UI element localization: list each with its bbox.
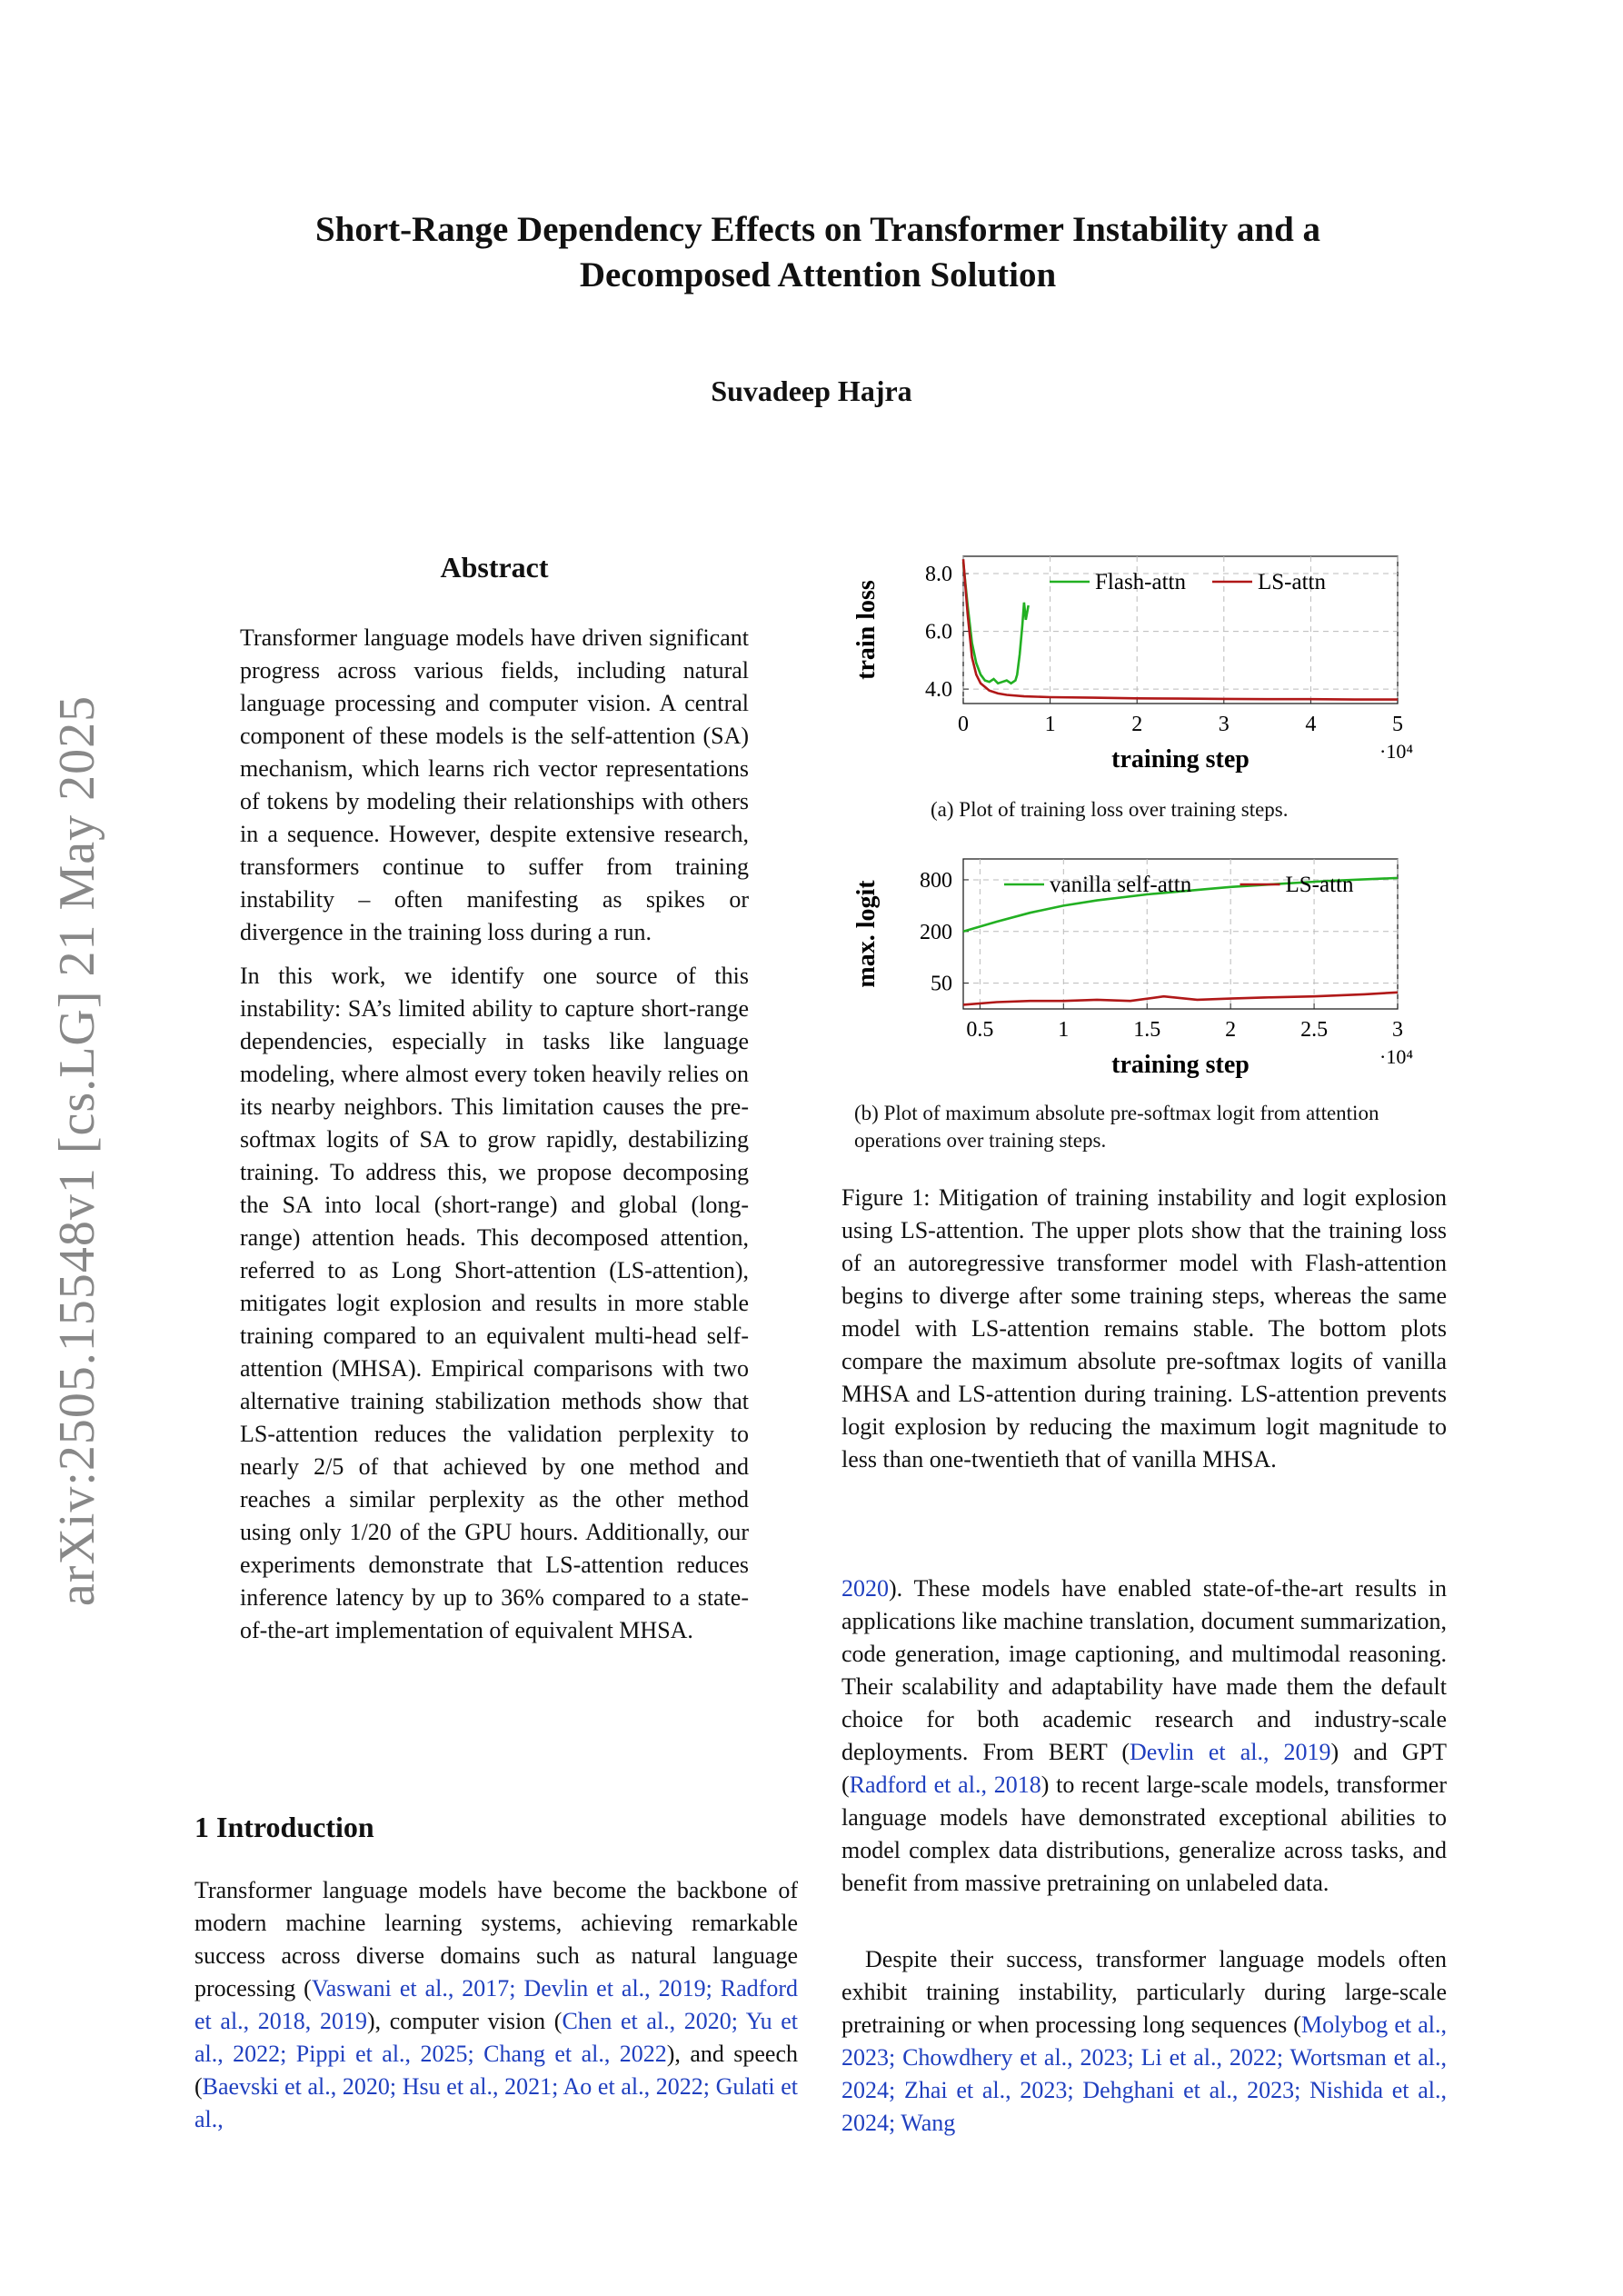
x-axis-label: training step bbox=[1111, 1051, 1250, 1079]
x-tick-label: 1.5 bbox=[1133, 1018, 1161, 1042]
intro-text: Transformer language models have become the backbone of modern machine learning systems, achieving remarkable success across diverse domains such as natural language processing ( bbox=[194, 1877, 798, 2002]
citation-link[interactable]: 2020 bbox=[841, 1575, 889, 1602]
body-text: ). These models have enabled state-of-the-art results in applications like machine translation, document summarization, code generation, image captioning, and multimodal reasoning. Their scalability and adaptability have made them the default choice for both academic research and industry-scale deployments. From BERT ( bbox=[841, 1575, 1447, 1765]
x-tick-label: 1 bbox=[1044, 713, 1056, 736]
x-axis-multiplier: ·10⁴ bbox=[1379, 740, 1413, 763]
x-tick-label: 5 bbox=[1392, 713, 1403, 736]
title-line-2: Decomposed Attention Solution bbox=[579, 255, 1057, 294]
x-tick-label: 0 bbox=[958, 713, 969, 736]
figure-1-caption bbox=[841, 1182, 1447, 1476]
figure-caption-b: (b) Plot of maximum absolute pre-softmax logit from attention operations over training steps. bbox=[854, 1102, 1379, 1152]
y-axis-label: train loss bbox=[852, 580, 881, 680]
legend-label: LS-attn bbox=[1258, 570, 1326, 594]
x-tick-label: 2.5 bbox=[1300, 1018, 1329, 1042]
y-tick-label: 4.0 bbox=[925, 678, 952, 703]
abstract-paragraph-1: Transformer language models have driven significant progress across various fields, including natural language processing and computer vision. A central component of these models is the self-attention (SA) mechanism, which learns rich vector representations of tokens by modeling their relationships with others in a sequence. However, despite extensive research, transformers continue to suffer from training instability – often manifesting as spikes or divergence in the training loss during a run. bbox=[240, 624, 749, 945]
legend-label: Flash-attn bbox=[1095, 570, 1186, 594]
body-text: ) to recent large-scale models, transformer language models have demonstrated exceptional abilities to model complex data distributions, generalize across tasks, and benefit from massive pretraining on unlabeled data. bbox=[841, 1772, 1447, 1896]
right-column-paragraph-1 bbox=[841, 1572, 1447, 1900]
section-heading-introduction: 1 Introduction bbox=[194, 1811, 374, 1843]
body-text: ) and GPT ( bbox=[841, 1739, 1447, 1798]
paper-title bbox=[182, 207, 1454, 298]
citation-link[interactable]: Chen et al., 2020; Yu et al., 2022; Pippi et al., 2025; Chang et al., 2022 bbox=[194, 2008, 799, 2067]
figure-1-caption-text: Figure 1: Mitigation of training instability and logit explosion using LS-attention. The upper plots show that the training loss of an autoregressive transformer model with Flash-attention begins to diverge after some training steps, whereas the same model with LS-attention remains stable. The bottom plots compare the maximum absolute pre-softmax logits of vanilla MHSA and LS-attention during training. LS-attention prevents logit explosion by reducing the maximum logit magnitude to less than one-twentieth that of vanilla MHSA. bbox=[841, 1184, 1447, 1472]
y-tick-label: 8.0 bbox=[925, 563, 952, 587]
x-tick-label: 2 bbox=[1131, 713, 1143, 736]
y-tick-label: 800 bbox=[920, 868, 952, 893]
citation-link[interactable]: Baevski et al., 2020; Hsu et al., 2021; Ao et al., 2022; Gulati et al., bbox=[194, 2073, 798, 2132]
train-loss-chart bbox=[845, 536, 1445, 791]
y-tick-label: 50 bbox=[931, 972, 952, 996]
x-tick-label: 3 bbox=[1392, 1018, 1403, 1042]
arxiv-stamp-text: arXiv:2505.15548v1 [cs.LG] 21 May 2025 bbox=[49, 694, 105, 1607]
body-text: Despite their success, transformer language models often exhibit training instability, particularly during large-scale pretraining or when processing long sequences ( bbox=[841, 1946, 1447, 2038]
abstract-paragraph-2: In this work, we identify one source of this instability: SA’s limited ability to capture short-range dependencies, especially in tasks like language modeling, where almost every token heavily relies on its nearby neighbors. This limitation causes the pre-softmax logits of SA to grow rapidly, destabilizing training. To address this, we propose decomposing the SA into local (short-range) and global (long-range) attention heads. This decomposed attention, referred to as Long Short-attention (LS-attention), mitigates logit explosion and results in more stable training compared to an equivalent multi-head self-attention (MHSA). Empirical comparisons with two alternative training stabilization methods show that LS-attention reduces the validation perplexity to nearly 2/5 of that achieved by one method and reaches a similar perplexity as the other method using only 1/20 of the GPU hours. Additionally, our experiments demonstrate that LS-attention reduces inference latency by up to 36% compared to a state-of-the-art implementation of equivalent MHSA. bbox=[240, 963, 749, 1643]
abstract-body bbox=[240, 622, 749, 1658]
right-column-paragraph-2 bbox=[841, 1943, 1447, 2140]
x-tick-label: 0.5 bbox=[966, 1018, 994, 1042]
abstract-heading: Abstract bbox=[440, 551, 549, 584]
y-tick-label: 200 bbox=[920, 920, 952, 944]
y-tick-label: 6.0 bbox=[925, 620, 952, 644]
citation-link[interactable]: Devlin et al., 2019 bbox=[1130, 1739, 1331, 1765]
introduction-paragraph bbox=[194, 1874, 798, 2136]
intro-text: ), computer vision ( bbox=[366, 2008, 563, 2034]
max-logit-chart bbox=[845, 841, 1445, 1095]
x-tick-label: 2 bbox=[1225, 1018, 1237, 1042]
title-line-1: Short-Range Dependency Effects on Transformer Instability and a bbox=[314, 210, 1321, 249]
legend-label: vanilla self-attn bbox=[1050, 873, 1192, 897]
citation-link[interactable]: Molybog et al., 2023; Chowdhery et al., 2023; Li et al., 2022; Wortsman et al., 2024; Zhai et al., 2023; Dehghani et al., 2023; Nishida et al., 2024; Wang bbox=[841, 2011, 1447, 2136]
figure-caption-a: (a) Plot of training loss over training steps. bbox=[931, 798, 1289, 821]
x-tick-label: 3 bbox=[1218, 713, 1230, 736]
arxiv-stamp bbox=[36, 678, 118, 1623]
series-line bbox=[963, 993, 1398, 1005]
intro-text: ), and speech ( bbox=[194, 2041, 799, 2100]
x-axis-multiplier: ·10⁴ bbox=[1379, 1045, 1413, 1068]
x-tick-label: 1 bbox=[1058, 1018, 1070, 1042]
author-name: Suvadeep Hajra bbox=[711, 374, 912, 407]
citation-link[interactable]: Radford et al., 2018 bbox=[849, 1772, 1041, 1798]
citation-link[interactable]: Vaswani et al., 2017; Devlin et al., 2019; Radford et al., 2018, 2019 bbox=[194, 1975, 798, 2034]
x-tick-label: 4 bbox=[1305, 713, 1317, 736]
y-axis-label: max. logit bbox=[852, 880, 881, 988]
legend-label: LS-attn bbox=[1285, 873, 1354, 897]
x-axis-label: training step bbox=[1111, 745, 1250, 774]
